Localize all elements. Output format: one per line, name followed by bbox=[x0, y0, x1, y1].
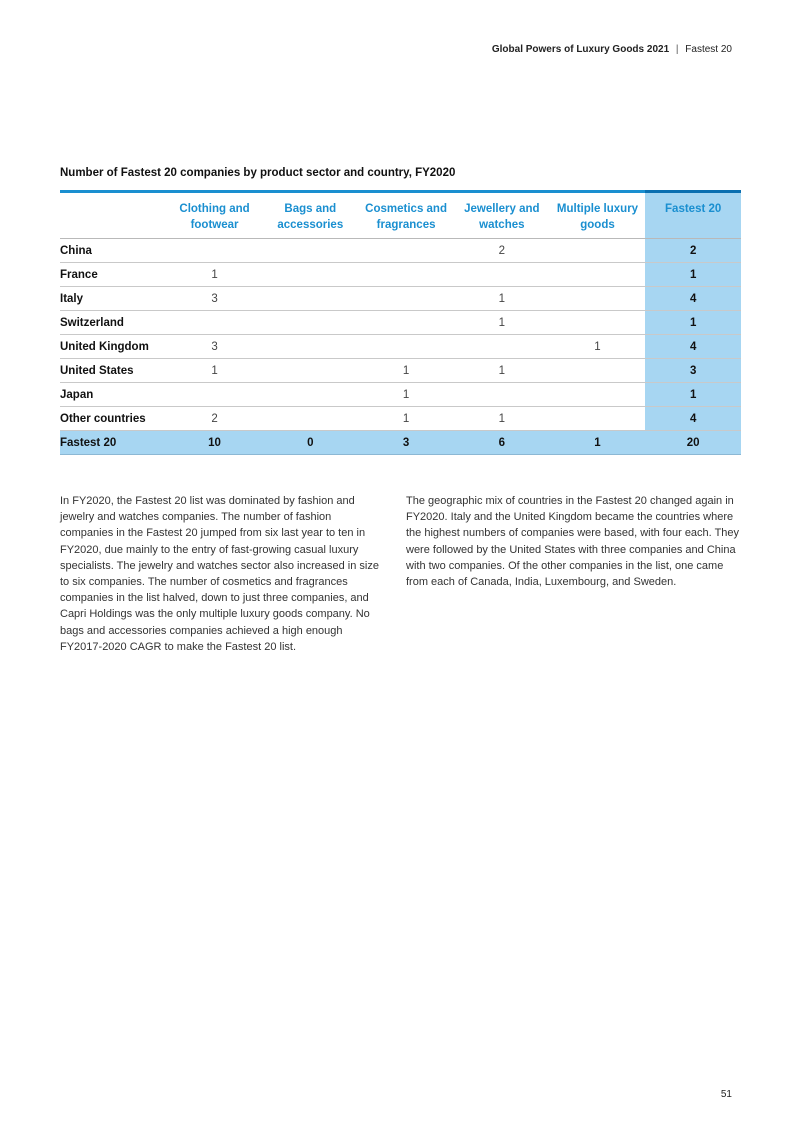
page-number: 51 bbox=[720, 1089, 732, 1100]
total-cell: 4 bbox=[645, 287, 741, 311]
table-row bbox=[60, 335, 741, 359]
totals-label: Fastest 20 bbox=[60, 431, 167, 455]
value-cell bbox=[262, 359, 358, 383]
value-cell bbox=[262, 335, 358, 359]
section-title: Fastest 20 bbox=[685, 44, 732, 55]
column-header: Bags and accessories bbox=[262, 192, 358, 239]
body-paragraph-left: In FY2020, the Fastest 20 list was dominated by fashion and jewelry and watches companies. The number of fashion companies in the Fastest 20 jumped from six last year to ten in FY2020, due mainly to the entry of fast-growing casual luxury specialists. The jewelry and watches sector also increased in size to six companies. The number of cosmetics and fragrances companies in the list halved, down to just three companies, and Capri Holdings was the only multiple luxury goods company. No bags and accessories companies achieved a high enough FY2017-2020 CAGR to make the Fastest 20 list. bbox=[60, 495, 379, 653]
value-cell bbox=[167, 383, 263, 407]
column-header: Clothing and footwear bbox=[167, 192, 263, 239]
value-cell: 1 bbox=[454, 407, 550, 431]
country-cell: Italy bbox=[60, 287, 167, 311]
country-cell: Japan bbox=[60, 383, 167, 407]
value-cell: 1 bbox=[358, 407, 454, 431]
value-cell bbox=[550, 287, 646, 311]
column-header: Cosmetics and fragrances bbox=[358, 192, 454, 239]
table-row bbox=[60, 239, 741, 263]
total-cell: 1 bbox=[645, 311, 741, 335]
value-cell bbox=[550, 239, 646, 263]
value-cell bbox=[262, 263, 358, 287]
value-cell bbox=[358, 311, 454, 335]
table-row bbox=[60, 287, 741, 311]
value-cell bbox=[358, 263, 454, 287]
value-cell bbox=[262, 311, 358, 335]
body-paragraph-right: The geographic mix of countries in the Fastest 20 changed again in FY2020. Italy and the United Kingdom became the countries where the highest numbers of companies were based, with four each. They were followed by the United States with three companies and China with two companies. Of the other companies in the list, one came from each of Canada, India, Luxembourg, and Sweden. bbox=[406, 495, 740, 589]
value-cell bbox=[262, 407, 358, 431]
total-value-cell: 10 bbox=[167, 431, 263, 455]
table-row bbox=[60, 359, 741, 383]
table-row bbox=[60, 311, 741, 335]
total-cell: 4 bbox=[645, 407, 741, 431]
value-cell: 3 bbox=[167, 335, 263, 359]
page-header bbox=[492, 44, 732, 55]
grand-total-cell: 20 bbox=[645, 431, 741, 455]
table-row bbox=[60, 263, 741, 287]
value-cell bbox=[550, 359, 646, 383]
value-cell: 2 bbox=[167, 407, 263, 431]
table-row bbox=[60, 407, 741, 431]
value-cell: 1 bbox=[454, 311, 550, 335]
value-cell bbox=[167, 311, 263, 335]
value-cell bbox=[550, 383, 646, 407]
value-cell bbox=[262, 239, 358, 263]
table-header-row bbox=[60, 192, 741, 239]
total-value-cell: 3 bbox=[358, 431, 454, 455]
value-cell bbox=[167, 239, 263, 263]
table-title: Number of Fastest 20 companies by product sector and country, FY2020 bbox=[60, 167, 456, 179]
value-cell: 1 bbox=[454, 359, 550, 383]
value-cell bbox=[262, 383, 358, 407]
total-cell: 1 bbox=[645, 263, 741, 287]
total-cell: 3 bbox=[645, 359, 741, 383]
value-cell: 1 bbox=[167, 359, 263, 383]
value-cell bbox=[454, 383, 550, 407]
total-cell: 2 bbox=[645, 239, 741, 263]
value-cell bbox=[550, 263, 646, 287]
header-separator: | bbox=[675, 44, 679, 55]
total-cell: 4 bbox=[645, 335, 741, 359]
column-header-total: Fastest 20 bbox=[645, 192, 741, 239]
table-row bbox=[60, 383, 741, 407]
companies-table bbox=[60, 190, 741, 455]
total-value-cell: 0 bbox=[262, 431, 358, 455]
value-cell bbox=[358, 239, 454, 263]
country-cell: France bbox=[60, 263, 167, 287]
header-corner bbox=[60, 192, 167, 239]
value-cell bbox=[262, 287, 358, 311]
value-cell: 1 bbox=[167, 263, 263, 287]
country-cell: United Kingdom bbox=[60, 335, 167, 359]
value-cell bbox=[358, 287, 454, 311]
country-cell: United States bbox=[60, 359, 167, 383]
value-cell bbox=[454, 335, 550, 359]
total-value-cell: 1 bbox=[550, 431, 646, 455]
value-cell bbox=[550, 311, 646, 335]
column-header: Multiple luxury goods bbox=[550, 192, 646, 239]
value-cell bbox=[550, 407, 646, 431]
total-value-cell: 6 bbox=[454, 431, 550, 455]
value-cell: 1 bbox=[550, 335, 646, 359]
totals-row bbox=[60, 431, 741, 455]
value-cell: 1 bbox=[454, 287, 550, 311]
country-cell: China bbox=[60, 239, 167, 263]
country-cell: Switzerland bbox=[60, 311, 167, 335]
value-cell: 1 bbox=[358, 359, 454, 383]
value-cell bbox=[358, 335, 454, 359]
value-cell: 3 bbox=[167, 287, 263, 311]
column-header: Jewellery and watches bbox=[454, 192, 550, 239]
country-cell: Other countries bbox=[60, 407, 167, 431]
value-cell: 2 bbox=[454, 239, 550, 263]
report-title: Global Powers of Luxury Goods 2021 bbox=[491, 44, 670, 55]
value-cell: 1 bbox=[358, 383, 454, 407]
value-cell bbox=[454, 263, 550, 287]
total-cell: 1 bbox=[645, 383, 741, 407]
